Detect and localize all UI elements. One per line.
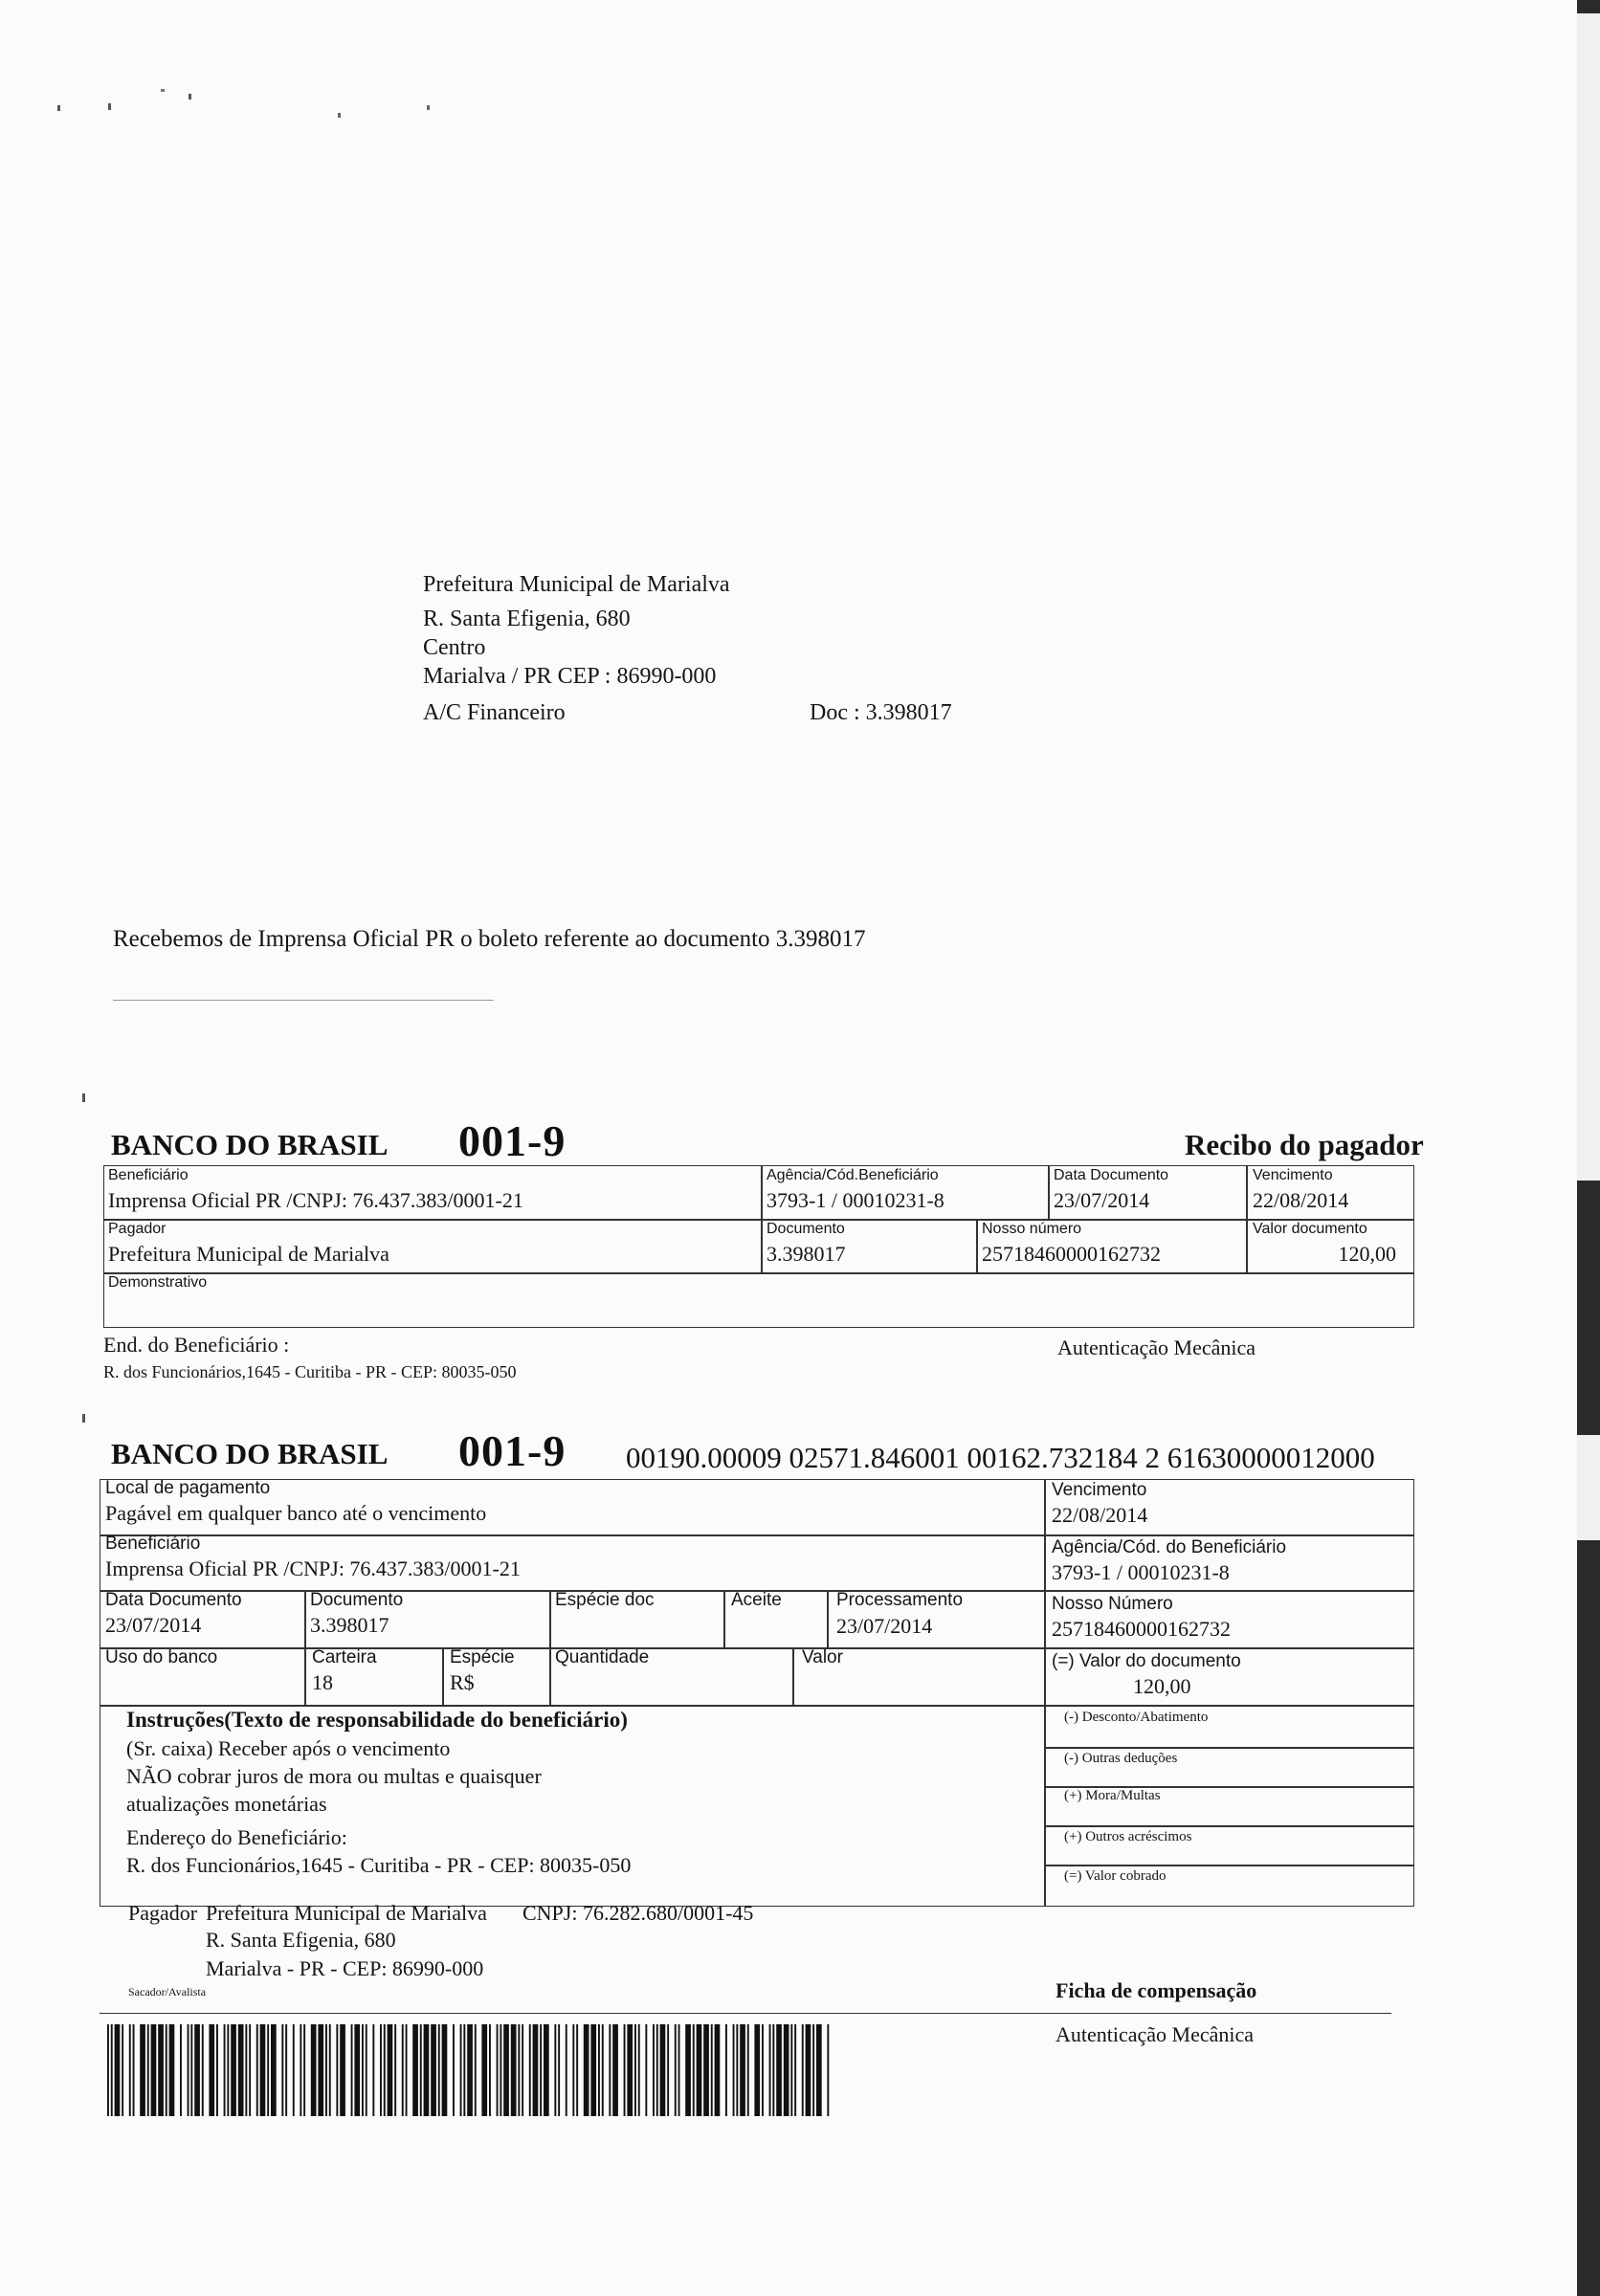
recipient-name: Prefeitura Municipal de Marialva: [423, 572, 730, 597]
barcode-bar: [497, 2024, 499, 2116]
recibo-agencia-label: Agência/Cód.Beneficiário: [767, 1167, 939, 1183]
barcode-bar: [584, 2024, 589, 2116]
endereco-beneficiario-label: Endereço do Beneficiário:: [126, 1825, 347, 1849]
barcode-bar: [267, 2024, 269, 2116]
ficha-pagador-name: Prefeitura Municipal de Marialva: [206, 1901, 487, 1925]
barcode-bar: [460, 2024, 462, 2116]
uso-banco-label: Uso do banco: [105, 1647, 218, 1667]
outras-deducoes-label: (-) Outras deduções: [1064, 1751, 1178, 1766]
recipient-street: R. Santa Efigenia, 680: [423, 607, 631, 631]
barcode-bar: [558, 2024, 560, 2116]
barcode-bar: [812, 2024, 814, 2116]
barcode-bar: [420, 2024, 422, 2116]
recibo-title: Recibo do pagador: [1185, 1128, 1424, 1161]
ficha-vencimento-value: 22/08/2014: [1052, 1503, 1148, 1527]
ficha-valor-doc-label: (=) Valor do documento: [1052, 1651, 1241, 1671]
ficha-pagador-street: R. Santa Efigenia, 680: [206, 1928, 396, 1952]
instrucoes-line-1: (Sr. caixa) Receber após o vencimento: [126, 1736, 451, 1760]
receipt-note: Recebemos de Imprensa Oficial PR o boleto referente ao documento 3.398017: [113, 926, 866, 952]
barcode-bar: [431, 2024, 436, 2116]
barcode-bar: [336, 2024, 338, 2116]
barcode-bar: [384, 2024, 386, 2116]
barcode-bar: [772, 2024, 774, 2116]
barcode: [107, 2024, 831, 2116]
barcode-bar: [572, 2024, 574, 2116]
ficha-beneficiario-label: Beneficiário: [105, 1534, 201, 1554]
ficha-agencia-label: Agência/Cód. do Beneficiário: [1052, 1537, 1287, 1557]
barcode-bar: [209, 2024, 214, 2116]
barcode-bar: [158, 2024, 164, 2116]
barcode-bar: [518, 2024, 520, 2116]
barcode-bar: [463, 2024, 465, 2116]
barcode-bar: [231, 2024, 236, 2116]
barcode-bar: [566, 2024, 567, 2116]
barcode-bar: [303, 2024, 305, 2116]
barcode-bar: [362, 2024, 364, 2116]
barcode-bar: [340, 2024, 345, 2116]
barcode-bar: [598, 2024, 600, 2116]
barcode-bar: [475, 2024, 477, 2116]
barcode-bar: [107, 2024, 109, 2116]
barcode-bar: [511, 2024, 517, 2116]
barcode-bar: [489, 2024, 491, 2116]
barcode-bar: [147, 2024, 149, 2116]
barcode-bar: [372, 2024, 374, 2116]
barcode-bar: [438, 2024, 440, 2116]
barcode-bar: [318, 2024, 323, 2116]
ficha-vencimento-label: Vencimento: [1052, 1480, 1147, 1500]
recibo-end-label: End. do Beneficiário :: [103, 1333, 290, 1357]
barcode-bar: [180, 2024, 182, 2116]
recibo-demonstrativo-label: Demonstrativo: [108, 1274, 208, 1291]
barcode-bar: [293, 2024, 295, 2116]
barcode-bar: [424, 2024, 430, 2116]
barcode-bar: [612, 2024, 618, 2116]
barcode-bar: [685, 2024, 691, 2116]
barcode-bar: [256, 2024, 258, 2116]
recibo-pagador-label: Pagador: [108, 1221, 167, 1237]
recibo-pagador-value: Prefeitura Municipal de Marialva: [108, 1242, 389, 1266]
barcode-bar: [151, 2024, 157, 2116]
barcode-bar: [402, 2024, 404, 2116]
endereco-beneficiario-value: R. dos Funcionários,1645 - Curitiba - PR - CEP: 80035-050: [126, 1853, 632, 1877]
barcode-bar: [169, 2024, 175, 2116]
especie-label: Espécie: [450, 1647, 515, 1667]
barcode-bar: [762, 2024, 764, 2116]
barcode-bar: [300, 2024, 301, 2116]
recibo-data-doc-value: 23/07/2014: [1054, 1188, 1150, 1212]
barcode-bar: [769, 2024, 771, 2116]
recibo-autenticacao: Autenticação Mecânica: [1057, 1336, 1256, 1359]
barcode-bar: [166, 2024, 167, 2116]
barcode-bar: [188, 2024, 189, 2116]
barcode-bar: [366, 2024, 367, 2116]
recipient-city: Marialva / PR CEP : 86990-000: [423, 664, 717, 689]
barcode-bar: [281, 2024, 283, 2116]
barcode-bar: [590, 2024, 596, 2116]
especie-doc-label: Espécie doc: [555, 1590, 655, 1610]
recibo-valor-doc-value: 120,00: [1338, 1242, 1396, 1266]
barcode-bar: [260, 2024, 266, 2116]
local-pagamento-label: Local de pagamento: [105, 1478, 271, 1498]
ficha-data-doc-value: 23/07/2014: [105, 1613, 202, 1637]
barcode-bar: [784, 2024, 789, 2116]
mora-multas-label: (+) Mora/Multas: [1064, 1788, 1161, 1803]
doc-number: Doc : 3.398017: [810, 700, 952, 725]
quantidade-label: Quantidade: [555, 1647, 650, 1667]
barcode-bar: [394, 2024, 396, 2116]
barcode-bar: [388, 2024, 393, 2116]
attention-line: A/C Financeiro: [423, 700, 566, 725]
barcode-bar: [329, 2024, 331, 2116]
barcode-bar: [111, 2024, 113, 2116]
barcode-bar: [190, 2024, 192, 2116]
barcode-bar: [697, 2024, 702, 2116]
barcode-bar: [675, 2024, 677, 2116]
ficha-documento-label: Documento: [310, 1590, 404, 1610]
recipient-district: Centro: [423, 635, 486, 660]
barcode-bar: [133, 2024, 135, 2116]
processamento-label: Processamento: [836, 1590, 964, 1610]
barcode-bar: [481, 2024, 487, 2116]
barcode-bar: [806, 2024, 811, 2116]
recibo-beneficiario-value: Imprensa Oficial PR /CNPJ: 76.437.383/0001-21: [108, 1188, 523, 1212]
barcode-bar: [325, 2024, 327, 2116]
linha-digitavel: 00190.00009 02571.846001 00162.732184 2 61630000012000: [626, 1441, 1375, 1474]
barcode-bar: [238, 2024, 244, 2116]
barcode-bar: [224, 2024, 226, 2116]
ficha-agencia-value: 3793-1 / 00010231-8: [1052, 1560, 1230, 1584]
recibo-bank-code: 001-9: [458, 1116, 567, 1165]
sacador-avalista-label: Sacador/Avalista: [128, 1985, 207, 1998]
ficha-nosso-numero-label: Nosso Número: [1052, 1594, 1173, 1614]
barcode-bar: [311, 2024, 317, 2116]
ficha-documento-value: 3.398017: [310, 1613, 389, 1637]
barcode-bar: [776, 2024, 782, 2116]
ficha-nosso-numero-value: 25718460000162732: [1052, 1617, 1231, 1641]
barcode-bar: [380, 2024, 382, 2116]
barcode-bar: [202, 2024, 204, 2116]
barcode-bar: [271, 2024, 277, 2116]
barcode-bar: [129, 2024, 131, 2116]
instrucoes-line-3: atualizações monetárias: [126, 1792, 327, 1816]
ficha-bank-name: BANCO DO BRASIL: [111, 1437, 389, 1470]
barcode-bar: [711, 2024, 713, 2116]
recibo-end-value: R. dos Funcionários,1645 - Curitiba - PR - CEP: 80035-050: [103, 1362, 517, 1381]
barcode-bar: [638, 2024, 640, 2116]
barcode-bar: [627, 2024, 633, 2116]
barcode-bar: [576, 2024, 578, 2116]
recibo-bank-name: BANCO DO BRASIL: [111, 1128, 389, 1161]
recibo-vencimento-label: Vencimento: [1253, 1167, 1333, 1183]
barcode-bar: [754, 2024, 760, 2116]
barcode-bar: [442, 2024, 448, 2116]
barcode-bar: [227, 2024, 229, 2116]
valor-label: Valor: [802, 1647, 843, 1667]
barcode-bar: [693, 2024, 695, 2116]
recibo-documento-value: 3.398017: [767, 1242, 846, 1266]
ficha-pagador-city: Marialva - PR - CEP: 86990-000: [206, 1956, 484, 1980]
barcode-bar: [790, 2024, 792, 2116]
barcode-bar: [249, 2024, 251, 2116]
barcode-bar: [500, 2024, 501, 2116]
barcode-bar: [285, 2024, 287, 2116]
barcode-bar: [733, 2024, 735, 2116]
recibo-vencimento-value: 22/08/2014: [1253, 1188, 1349, 1212]
barcode-bar: [816, 2024, 822, 2116]
ficha-autenticacao: Autenticação Mecânica: [1056, 2022, 1255, 2046]
barcode-bar: [140, 2024, 145, 2116]
recibo-nosso-numero-value: 25718460000162732: [982, 1242, 1161, 1266]
barcode-bar: [540, 2024, 542, 2116]
barcode-bar: [609, 2024, 611, 2116]
ficha-valor-doc-value: 120,00: [1133, 1674, 1191, 1698]
aceite-label: Aceite: [731, 1590, 782, 1610]
barcode-bar: [503, 2024, 509, 2116]
barcode-bar: [634, 2024, 636, 2116]
barcode-bar: [453, 2024, 455, 2116]
barcode-bar: [653, 2024, 655, 2116]
processamento-value: 23/07/2014: [836, 1614, 933, 1638]
barcode-bar: [667, 2024, 669, 2116]
recibo-data-doc-label: Data Documento: [1054, 1167, 1169, 1183]
scan-right-edge: [1577, 0, 1600, 2296]
ficha-beneficiario-value: Imprensa Oficial PR /CNPJ: 76.437.383/0001-21: [105, 1556, 521, 1580]
barcode-bar: [529, 2024, 531, 2116]
barcode-bar: [703, 2024, 709, 2116]
signature-line: [113, 1000, 494, 1001]
barcode-bar: [467, 2024, 473, 2116]
outros-acrescimos-label: (+) Outros acréscimos: [1064, 1829, 1192, 1844]
barcode-bar: [406, 2024, 408, 2116]
carteira-value: 18: [312, 1670, 333, 1694]
barcode-bar: [115, 2024, 121, 2116]
local-pagamento-value: Pagável em qualquer banco até o vencimento: [105, 1501, 487, 1525]
ficha-pagador-label: Pagador: [128, 1901, 198, 1925]
barcode-bar: [533, 2024, 539, 2116]
recibo-nosso-numero-label: Nosso número: [982, 1221, 1082, 1237]
recibo-beneficiario-label: Beneficiário: [108, 1167, 189, 1183]
barcode-bar: [827, 2024, 829, 2116]
barcode-bar: [245, 2024, 247, 2116]
barcode-bar: [216, 2024, 218, 2116]
barcode-bar: [678, 2024, 680, 2116]
desconto-label: (-) Desconto/Abatimento: [1064, 1710, 1209, 1725]
recibo-valor-doc-label: Valor documento: [1253, 1221, 1367, 1237]
barcode-bar: [660, 2024, 666, 2116]
ficha-bank-code: 001-9: [458, 1426, 567, 1475]
barcode-bar: [354, 2024, 360, 2116]
barcode-bar: [194, 2024, 200, 2116]
barcode-bar: [794, 2024, 796, 2116]
barcode-bar: [736, 2024, 738, 2116]
instrucoes-line-2: NÃO cobrar juros de mora ou multas e quaisquer: [126, 1764, 542, 1788]
barcode-bar: [412, 2024, 418, 2116]
barcode-bar: [122, 2024, 123, 2116]
carteira-label: Carteira: [312, 1647, 377, 1667]
instrucoes-title: Instruções(Texto de responsabilidade do beneficiário): [126, 1708, 628, 1732]
barcode-bar: [522, 2024, 523, 2116]
valor-cobrado-label: (=) Valor cobrado: [1064, 1868, 1167, 1884]
barcode-bar: [645, 2024, 647, 2116]
especie-value: R$: [450, 1670, 475, 1694]
recibo-agencia-value: 3793-1 / 00010231-8: [767, 1188, 944, 1212]
barcode-bar: [656, 2024, 658, 2116]
ficha-pagador-cnpj: CNPJ: 76.282.680/0001-45: [522, 1901, 754, 1925]
ficha-data-doc-label: Data Documento: [105, 1590, 242, 1610]
barcode-bar: [802, 2024, 804, 2116]
barcode-bar: [554, 2024, 556, 2116]
barcode-bar: [725, 2024, 727, 2116]
barcode-bar: [747, 2024, 749, 2116]
barcode-bar: [544, 2024, 549, 2116]
barcode-bar: [715, 2024, 721, 2116]
barcode-bar: [602, 2024, 604, 2116]
recibo-documento-label: Documento: [767, 1221, 845, 1237]
barcode-bar: [740, 2024, 745, 2116]
barcode-bar: [351, 2024, 353, 2116]
barcode-bar: [624, 2024, 626, 2116]
ficha-compensacao-title: Ficha de compensação: [1056, 1978, 1257, 2002]
